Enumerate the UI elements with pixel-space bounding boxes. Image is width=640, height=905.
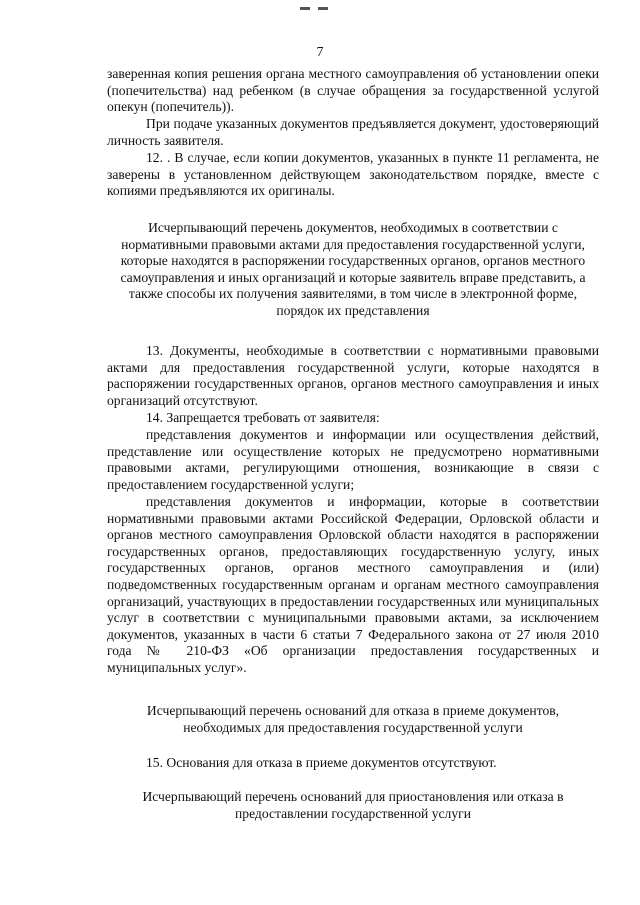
paragraph-prohibition-1: представления документов и информации или осуществления действий, представление или осуществление которых не предусмотрено нормативными правовыми актами, регулирующими отношения, возникающие в связи с предоставлением государственной услуги; xyxy=(107,427,599,492)
paragraph-item-13: 13. Документы, необходимые в соответствии с нормативными правовыми актами для предоставления государственной услуги, которые находятся в распоряжении государственных органов, органов местного самоуправления и иных организаций отсутствуют. xyxy=(107,343,599,408)
paragraph-item-14: 14. Запрещается требовать от заявителя: xyxy=(146,410,380,425)
scan-artifact xyxy=(300,0,340,4)
section-heading-documents-list: Исчерпывающий перечень документов, необходимых в соответствии с нормативными правовыми актами для предоставления государственной услуги, которые находятся в распоряжении государственных органов, органов местного самоуправления и иных организаций и которые заявитель вправе представить, а также способы их получения заявителями, в том числе в электронной форме, порядок их представления xyxy=(120,220,586,318)
page-number: 7 xyxy=(316,44,324,59)
paragraph-identity-document: При подаче указанных документов предъявляется документ, удостоверяющий личность заявителя. xyxy=(107,116,599,148)
section-heading-refusal-reception: Исчерпывающий перечень оснований для отказа в приеме документов, необходимых для предоставления государственной услуги xyxy=(146,703,560,735)
paragraph-item-15: 15. Основания для отказа в приеме документов отсутствуют. xyxy=(146,755,497,770)
section-heading-refusal-service: Исчерпывающий перечень оснований для приостановления или отказа в предоставлении государственной услуги xyxy=(142,789,564,821)
paragraph-item-12: 12. . В случае, если копии документов, указанных в пункте 11 регламента, не заверены в установленном действующем законодательством порядке, вместе с копиями предъявляются их оригиналы. xyxy=(107,150,599,199)
paragraph-prohibition-2: представления документов и информации, которые в соответствии нормативными правовыми актами Российской Федерации, Орловской области и органов местного самоуправления Орловской области находятся в распоряжении государственных органов, предоставляющих государственную услугу, иных государственных органов, органов местного самоуправления и (или) подведомственных государственным органам и органам местного самоуправления организаций, участвующих в предоставлении государственных или муниципальных услуг в соответствии с муниципальными правовыми актами, за исключением документов, указанных в части 6 статьи 7 Федерального закона от 27 июля 2010 года № 210-ФЗ «Об организации предоставления государственных и муниципальных услуг». xyxy=(107,494,599,675)
paragraph-copy-decision: заверенная копия решения органа местного самоуправления об установлении опеки (попечительства) над ребенком (в случае обращения за государственной услугой опекун (попечитель)). xyxy=(107,66,599,115)
